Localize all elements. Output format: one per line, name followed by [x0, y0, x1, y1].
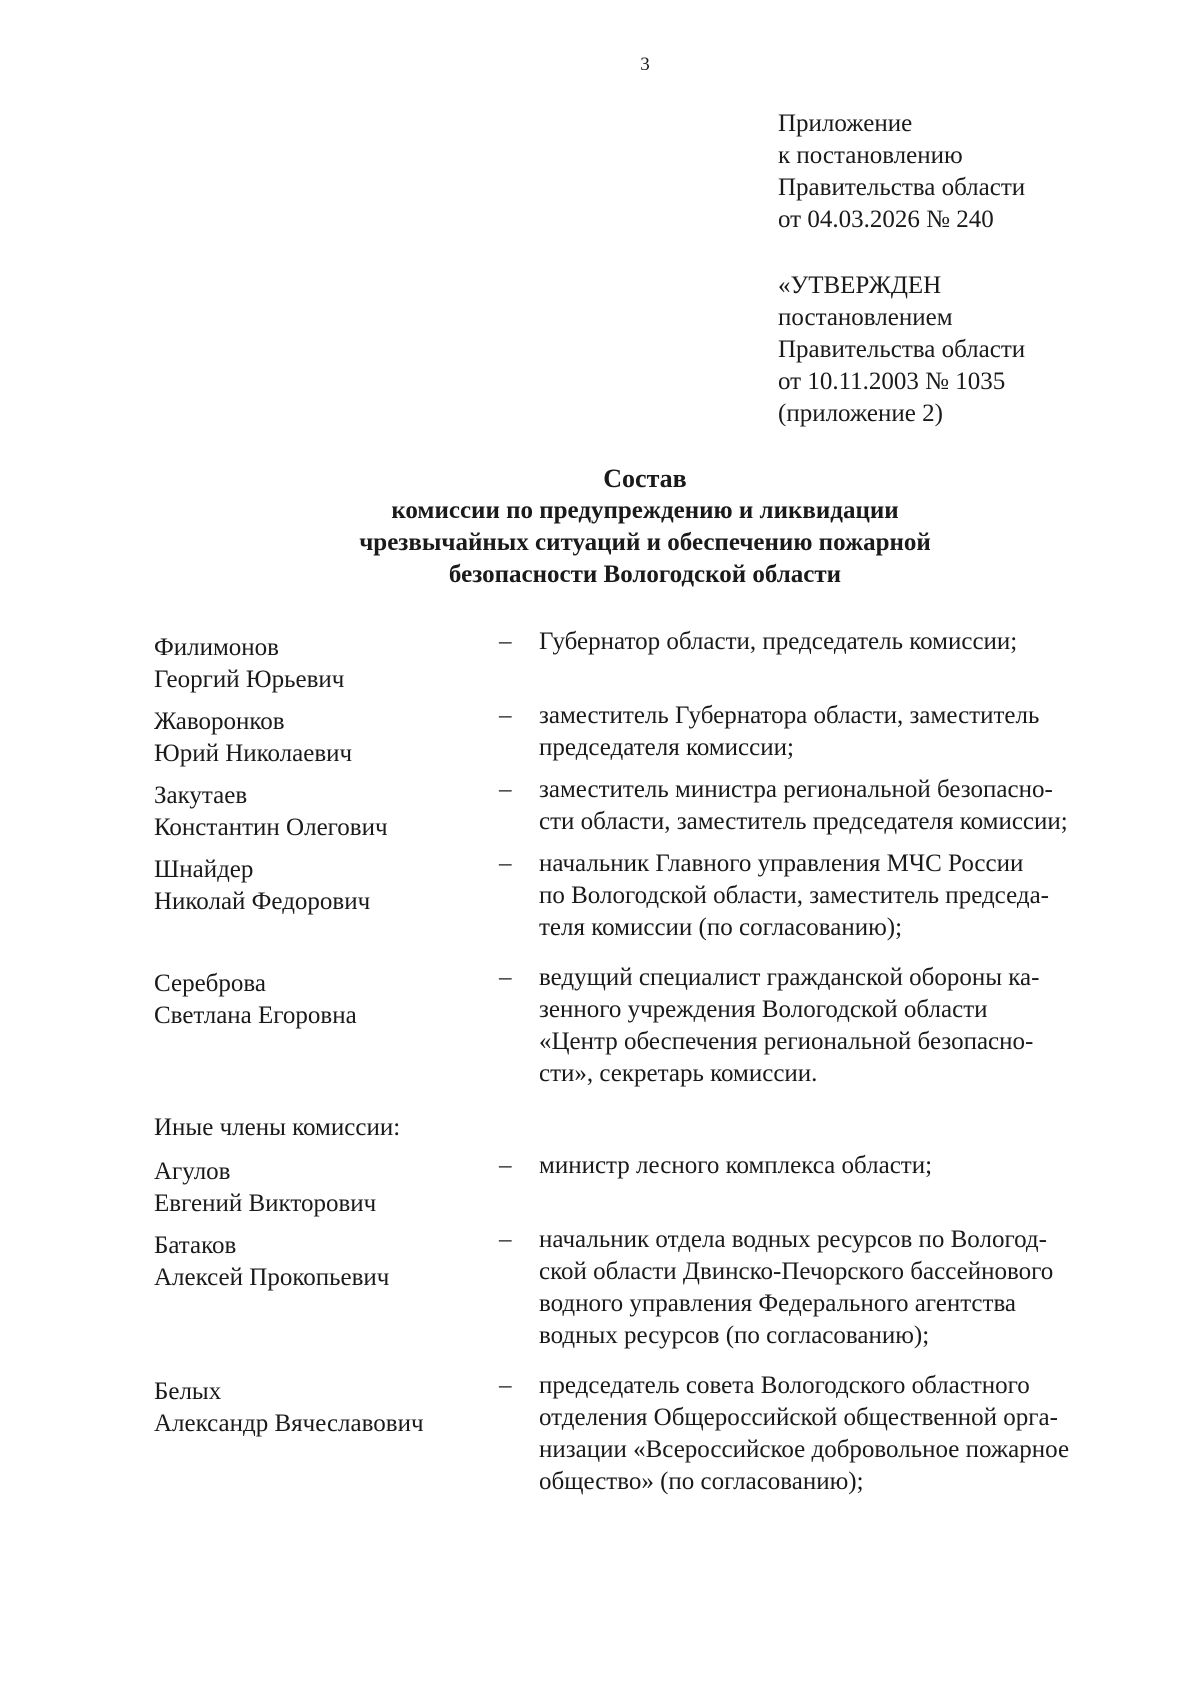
member-role-line: ской области Двинско-Печорского бассейнового — [539, 1258, 1054, 1285]
member-role-line: низации «Всероссийское добровольное пожарное — [539, 1436, 1070, 1463]
member-role — [539, 774, 1149, 844]
title-subtitle-line: безопасности Вологодской области — [448, 561, 842, 588]
member-row — [154, 1224, 1144, 1352]
member-role — [539, 626, 1149, 696]
member-role-line: председателя комиссии; — [539, 734, 794, 761]
approved-block — [778, 270, 1025, 430]
member-row — [154, 700, 1144, 770]
member-role-line: «Центр обеспечения региональной безопасно- — [539, 1028, 1034, 1055]
member-name — [154, 626, 499, 696]
member-role-line: общество» (по согласованию); — [539, 1468, 864, 1495]
appendix-line: Правительства области — [778, 174, 1026, 201]
approved-line: от 10.11.2003 № 1035 — [778, 368, 1006, 395]
member-role — [539, 1150, 1149, 1220]
member-given-names: Георгий Юрьевич — [154, 666, 345, 693]
title-heading: Состав — [603, 464, 687, 493]
page-number: 3 — [640, 54, 650, 75]
member-role-line: сти области, заместитель председателя комиссии; — [539, 808, 1068, 835]
member-surname: Агулов — [154, 1158, 231, 1185]
member-role-line: заместитель Губернатора области, заместитель — [539, 702, 1040, 729]
member-role-line: председатель совета Вологодского областного — [539, 1372, 1030, 1399]
member-role-line: ведущий специалист гражданской обороны ка- — [539, 964, 1040, 991]
title-subtitle-line: комиссии по предупреждению и ликвидации — [391, 497, 899, 524]
member-name — [154, 1370, 499, 1498]
member-dash: – — [499, 1372, 512, 1399]
member-role-line: теля комиссии (по согласованию); — [539, 914, 903, 941]
member-surname: Батаков — [154, 1232, 237, 1259]
appendix-block — [778, 108, 1025, 236]
member-role-line: водных ресурсов (по согласованию); — [539, 1322, 930, 1349]
member-given-names: Александр Вячеславович — [154, 1410, 424, 1437]
member-given-names: Алексей Прокопьевич — [154, 1264, 390, 1291]
member-role — [539, 700, 1149, 770]
member-dash: – — [499, 850, 512, 877]
member-role-line: сти», секретарь комиссии. — [539, 1060, 818, 1087]
approved-line: «УТВЕРЖДЕН — [778, 272, 942, 299]
member-role-line: начальник отдела водных ресурсов по Вологод- — [539, 1226, 1047, 1253]
approved-line: постановлением — [778, 304, 953, 331]
member-surname: Сереброва — [154, 970, 266, 997]
member-role — [539, 962, 1149, 1090]
member-name — [154, 700, 499, 770]
member-name — [154, 962, 499, 1090]
member-name — [154, 848, 499, 944]
member-given-names: Светлана Егоровна — [154, 1002, 357, 1029]
member-row — [154, 962, 1144, 1090]
member-surname: Филимонов — [154, 634, 279, 661]
member-surname: Жаворонков — [154, 708, 285, 735]
member-row — [154, 1370, 1144, 1498]
member-role-line: Губернатор области, председатель комиссии; — [539, 628, 1018, 655]
appendix-line: к постановлению — [778, 142, 963, 169]
member-row — [154, 1150, 1144, 1220]
title-subtitle-line: чрезвычайных ситуаций и обеспечению пожарной — [359, 529, 931, 556]
member-dash: – — [499, 628, 512, 655]
member-given-names: Евгений Викторович — [154, 1190, 377, 1217]
member-role-line: зенного учреждения Вологодской области — [539, 996, 988, 1023]
member-row — [154, 848, 1144, 944]
member-role-line: водного управления Федерального агентства — [539, 1290, 1017, 1317]
main-members-list — [154, 626, 1144, 1090]
other-members-list — [154, 1150, 1144, 1498]
member-surname: Белых — [154, 1378, 222, 1405]
member-role-line: отделения Общероссийской общественной орга- — [539, 1404, 1058, 1431]
member-role — [539, 848, 1149, 944]
member-surname: Шнайдер — [154, 856, 254, 883]
other-members-heading: Иные члены комиссии: — [154, 1114, 401, 1141]
member-name — [154, 1224, 499, 1352]
member-dash: – — [499, 964, 512, 991]
appendix-line: Приложение — [778, 110, 913, 137]
member-given-names: Юрий Николаевич — [154, 740, 353, 767]
member-row — [154, 774, 1144, 844]
member-dash: – — [499, 702, 512, 729]
member-dash: – — [499, 1152, 512, 1179]
approved-line: Правительства области — [778, 336, 1026, 363]
member-given-names: Константин Олегович — [154, 814, 388, 841]
member-name — [154, 1150, 499, 1220]
member-role — [539, 1224, 1149, 1352]
member-row — [154, 626, 1144, 696]
member-surname: Закутаев — [154, 782, 248, 809]
approved-line: (приложение 2) — [778, 400, 943, 427]
member-role-line: по Вологодской области, заместитель председа- — [539, 882, 1049, 909]
member-dash: – — [499, 1226, 512, 1253]
commission-roster — [154, 626, 1144, 1504]
member-role-line: начальник Главного управления МЧС России — [539, 850, 1024, 877]
member-role — [539, 1370, 1149, 1498]
member-given-names: Николай Федорович — [154, 888, 371, 915]
member-dash: – — [499, 776, 512, 803]
member-role-line: министр лесного комплекса области; — [539, 1152, 933, 1179]
appendix-line: от 04.03.2026 № 240 — [778, 206, 994, 233]
document-title — [300, 463, 990, 591]
member-name — [154, 774, 499, 844]
member-role-line: заместитель министра региональной безопасно- — [539, 776, 1053, 803]
